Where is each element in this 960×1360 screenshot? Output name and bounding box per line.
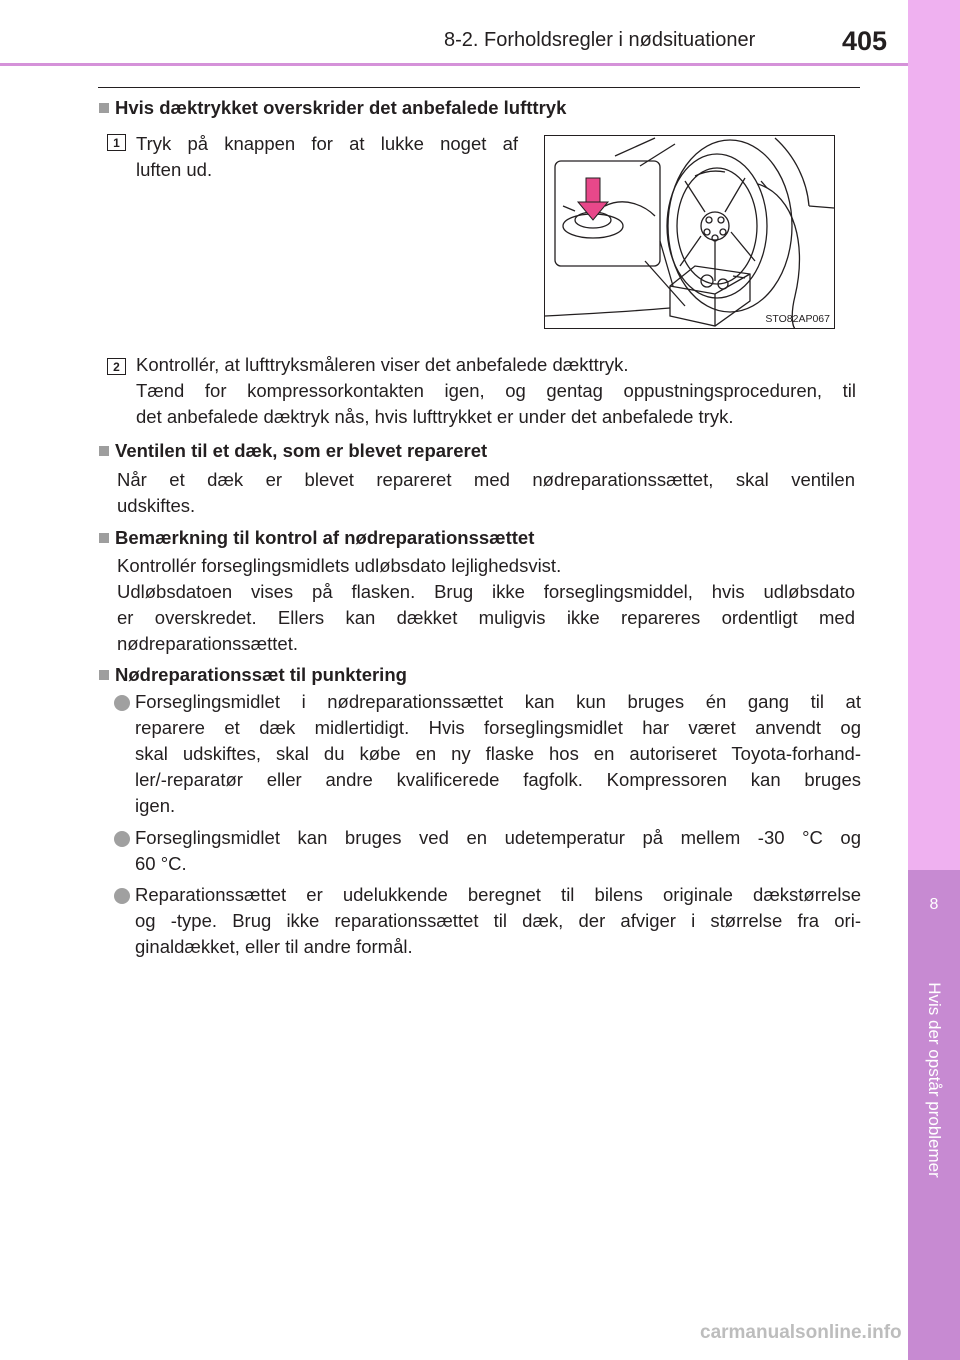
chapter-number: 8 [929,896,939,913]
compressor-illustration [544,135,835,329]
tire-compressor-drawing [545,136,834,328]
square-bullet-icon [99,446,109,456]
bullet-text-1: Forseglingsmidlet i nødreparationssættet kan kun bruges én gang til at reparere et dæk midlertidigt. Hvis forseglingsmidlet har været anvendt og skal udskiftes, skal du købe en ny flaske hos en autoriseret Toyota-forhand- ler/-reparatør eller andre kvalificerede fagfolk. Kompressoren kan bruges igen. [135,691,861,816]
bullet-text-3: Reparationssættet er udelukkende beregnet til bilens originale dækstørrelse og -type. Brug ikke reparationssættet til dæk, der afviger i størrelse fra ori- ginaldækket, eller til andre formål. [135,884,861,957]
round-bullet-icon [114,831,130,847]
section-heading-kit-check: Bemærkning til kontrol af nødreparationssættet [99,527,534,549]
square-bullet-icon [99,533,109,543]
kit-check-text: Kontrollér forseglingsmidlets udløbsdato lejlighedsvist. Udløbsdatoen vises på flasken. Brug ikke forseglingsmiddel, hvis udløbsdato er overskredet. Ellers kan dækket muligvis ikke repareres ordentligt med nødreparationssættet. [117,555,855,654]
square-bullet-icon [99,670,109,680]
watermark-text: carmanualsonline.info [700,1322,902,1343]
header-section-title: 8-2. Forholdsregler i nødsituationer [444,29,756,51]
step-number-1: 1 [107,134,126,151]
section-heading-valve: Ventilen til et dæk, som er blevet repareret [99,440,487,462]
figure-code: STO82AP067 [765,313,830,325]
step1-text: Tryk på knappen for at lukke noget af luften ud. [136,133,518,180]
square-bullet-icon [99,103,109,113]
round-bullet-icon [114,695,130,711]
section-rule [98,87,860,88]
section-heading-repair-kit: Nødreparationssæt til punktering [99,664,407,686]
page-number: 405 [842,26,888,56]
step-number-2: 2 [107,358,126,375]
section-heading-pressure: Hvis dæktrykket overskrider det anbefalede lufttryk [99,97,566,119]
side-tab-upper [908,0,960,870]
header-rule [0,63,908,66]
step2-text: Kontrollér, at lufttryksmåleren viser det anbefalede dækttryk. Tænd for kompressorkontakten igen, og gentag oppustningsproceduren, til det anbefalede dæktryk nås, hvis lufttrykket er under det anbefalede tryk. [136,354,856,427]
valve-text: Når et dæk er blevet repareret med nødreparationssættet, skal ventilen udskiftes. [117,469,855,516]
bullet-text-2: Forseglingsmidlet kan bruges ved en udetemperatur på mellem -30 °C og 60 °C. [135,827,861,874]
page-header [0,0,908,64]
chapter-title: Hvis der opstår problemer [925,982,944,1178]
round-bullet-icon [114,888,130,904]
